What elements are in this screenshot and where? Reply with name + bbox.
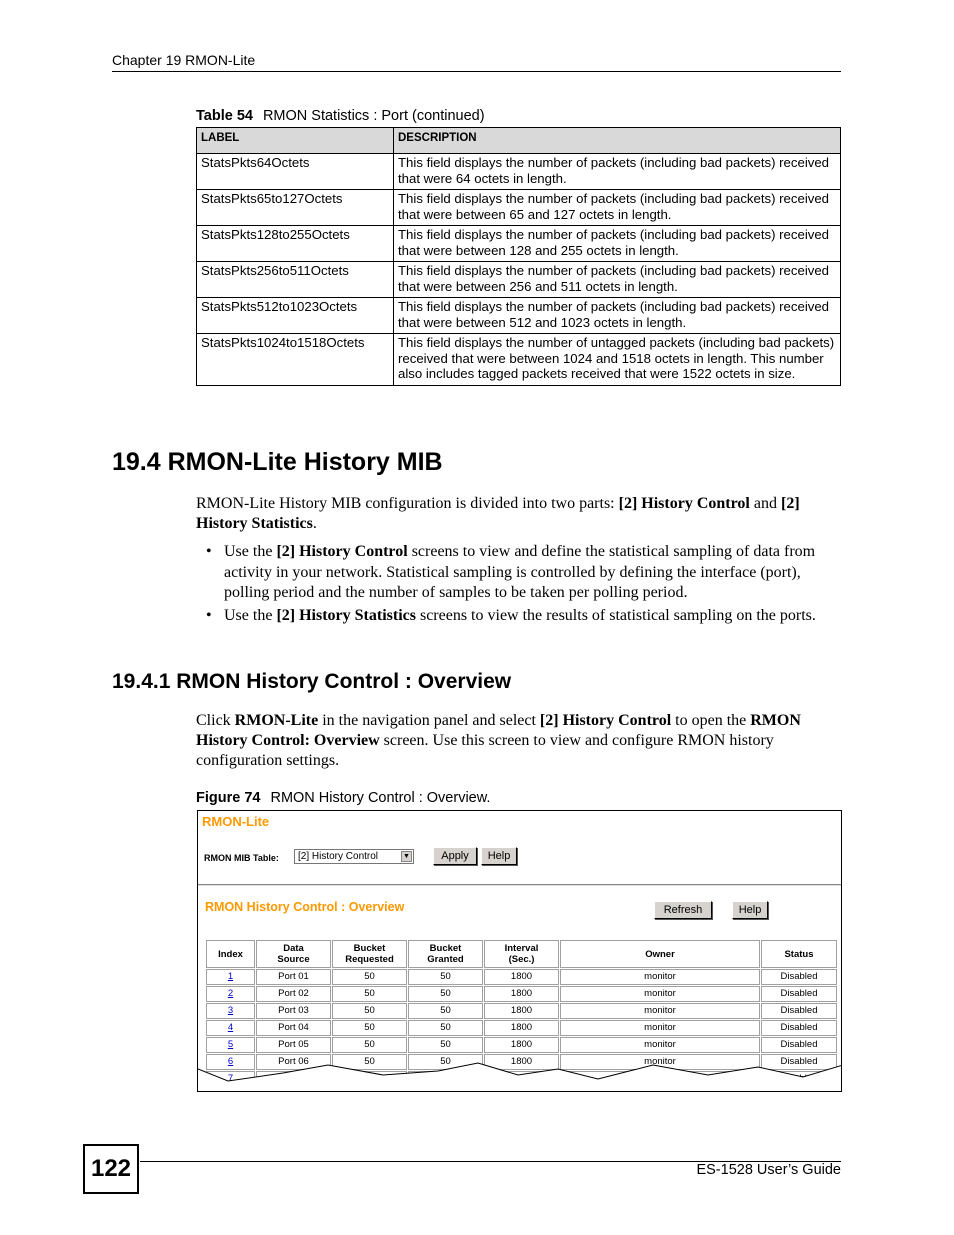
owner-header: Owner [560,940,760,968]
index-link[interactable]: 1 [227,971,234,982]
bucket-requested-header: Bucket Requested [332,940,407,968]
table-caption-text: RMON Statistics : Port (continued) [262,108,485,124]
field-label: StatsPkts1024to1518Octets [197,334,394,386]
app-title: RMON-Lite [202,814,270,829]
field-description: This field displays the number of packets (including bad packets) received that were between 256 and 511 octets in length. [394,262,841,298]
status-cell: Disabled [761,1003,837,1019]
field-description: This field displays the number of untagged packets (including bad packets) received that were between 1024 and 1518 octets in length. This number also includes tagged packets received that were 1522 octets in size. [394,334,841,386]
field-label: StatsPkts256to511Octets [197,262,394,298]
interval-cell: 1800 [484,1003,559,1019]
guide-title: ES-1528 User’s Guide [696,1162,841,1178]
torn-edge [198,1061,842,1092]
mib-table-selected-value: [2] History Control [298,851,379,862]
section-intro [196,494,841,534]
interval-cell: 1800 [484,969,559,985]
bucket-granted-cell: 50 [408,969,483,985]
table-row [197,154,841,190]
section-heading: 19.4 RMON-Lite History MIB [112,448,443,476]
data-source-cell: Port 03 [256,1003,331,1019]
intro-bold-statistics: [2] History Statistics [196,495,800,532]
bucket-requested-cell: 50 [332,1037,407,1053]
data-source-cell: Port 01 [256,969,331,985]
intro-text: and [749,495,781,512]
table-header-row [206,940,837,968]
owner-cell: monitor [560,1003,760,1019]
index-link[interactable]: 6 [227,1056,234,1067]
table-row [197,334,841,386]
status-header: Status [761,940,837,968]
owner-cell: monitor [560,969,760,985]
intro-text: . [312,515,317,532]
table-row [206,1037,837,1053]
intro-text: RMON-Lite History MIB configuration is divided into two parts: [196,495,619,512]
field-label: StatsPkts512to1023Octets [197,298,394,334]
index-link[interactable]: 4 [227,1022,234,1033]
bucket-requested-cell: 50 [332,1054,407,1070]
bullet-text: Use the [2] History Control screens to view and define the statistical sampling of data from activity in your network. Statistical sampling is controlled by defining the interface (port), polling period and the number of samples to be taken per polling period. [224,543,816,601]
panel-title: RMON History Control : Overview [205,900,405,914]
data-source-cell: Port 05 [256,1037,331,1053]
subsection-heading: 19.4.1 RMON History Control : Overview [112,670,512,693]
index-link[interactable]: 7 [227,1073,234,1084]
table-row [206,969,837,985]
header-rule [112,71,841,72]
table-row [197,262,841,298]
figure-caption-number: Figure 74 [196,790,261,806]
label-column-header: LABEL [197,128,394,154]
field-label: StatsPkts65to127Octets [197,190,394,226]
bucket-granted-cell: 50 [408,986,483,1002]
status-cell: Disabled [761,1020,837,1036]
index-cell [206,1020,255,1036]
bucket-requested-cell: 50 [332,1003,407,1019]
bucket-requested-cell: 50 [332,969,407,985]
data-source-cell: Port 02 [256,986,331,1002]
table-row [206,1003,837,1019]
bucket-granted-cell: 50 [408,1054,483,1070]
data-source-cell: Port 04 [256,1020,331,1036]
interval-header: Interval (Sec.) [484,940,559,968]
figure-caption-text: RMON History Control : Overview. [270,790,491,806]
index-cell [206,1003,255,1019]
mib-table-select[interactable] [294,849,414,864]
status-cell: Disabled [761,986,837,1002]
data-source-cell: Port 06 [256,1054,331,1070]
index-cell [206,969,255,985]
interval-cell: 1800 [484,1037,559,1053]
interval-cell: 1800 [484,1020,559,1036]
bucket-granted-header: Bucket Granted [408,940,483,968]
bullet-dot: • [206,543,212,560]
table-row [197,190,841,226]
bullet-dot: • [206,607,212,624]
owner-cell: monitor [560,1037,760,1053]
table-caption [196,108,485,124]
index-link[interactable]: 3 [227,1005,234,1016]
index-cell [206,1037,255,1053]
index-link[interactable]: 5 [227,1039,234,1050]
refresh-button[interactable]: Refresh [654,901,712,919]
page-number: 122 [83,1144,139,1194]
bucket-granted-cell: 50 [408,1020,483,1036]
table-row [197,298,841,334]
data-source-header: Data Source [256,940,331,968]
index-link[interactable]: 2 [227,988,234,999]
table-row [206,1020,837,1036]
help-button-panel[interactable]: Help [732,901,768,919]
field-description: This field displays the number of packets (including bad packets) received that were between 65 and 127 octets in length. [394,190,841,226]
index-cell [206,986,255,1002]
rmon-history-control-screenshot [197,810,842,1092]
help-button[interactable]: Help [481,847,517,865]
bucket-requested-cell: 50 [332,986,407,1002]
owner-cell: monitor [560,1020,760,1036]
index-header: Index [206,940,255,968]
table-header-row [197,128,841,154]
status-cell: Disabled [761,1037,837,1053]
bullet-text: Use the [2] History Statistics screens to view the results of statistical sampling on the ports. [224,607,816,624]
status-cell: Disabled [761,1054,837,1070]
apply-button[interactable]: Apply [433,847,477,865]
description-column-header: DESCRIPTION [394,128,841,154]
running-header: Chapter 19 RMON-Lite [112,52,256,68]
figure-caption [196,790,490,806]
field-description: This field displays the number of packets (including bad packets) received that were 64 octets in length. [394,154,841,190]
bucket-requested-cell: 50 [332,1020,407,1036]
subsection-paragraph: Click RMON-Lite in the navigation panel and select [2] History Control to open the RMON History Control: Overview screen. Use this screen to view and configure RMON history configuration settings. [196,712,801,769]
owner-cell: monitor [560,1054,760,1070]
table-row [206,986,837,1002]
field-label: StatsPkts128to255Octets [197,226,394,262]
table-row [197,226,841,262]
field-description: This field displays the number of packets (including bad packets) received that were between 128 and 255 octets in length. [394,226,841,262]
field-description: This field displays the number of packets (including bad packets) received that were between 512 and 1023 octets in length. [394,298,841,334]
chevron-down-icon[interactable]: ▼ [401,851,412,862]
divider [198,884,842,886]
interval-cell: 1800 [484,986,559,1002]
field-label: StatsPkts64Octets [197,154,394,190]
intro-bold-control: [2] History Control [618,495,750,512]
mib-table-label: RMON MIB Table: [204,853,279,863]
bucket-granted-cell: 50 [408,1003,483,1019]
status-cell: Disabled [761,969,837,985]
interval-cell: 1800 [484,1054,559,1070]
table-caption-number: Table 54 [196,108,253,124]
statistics-field-table [196,127,841,386]
bucket-granted-cell: 50 [408,1037,483,1053]
owner-cell: monitor [560,986,760,1002]
